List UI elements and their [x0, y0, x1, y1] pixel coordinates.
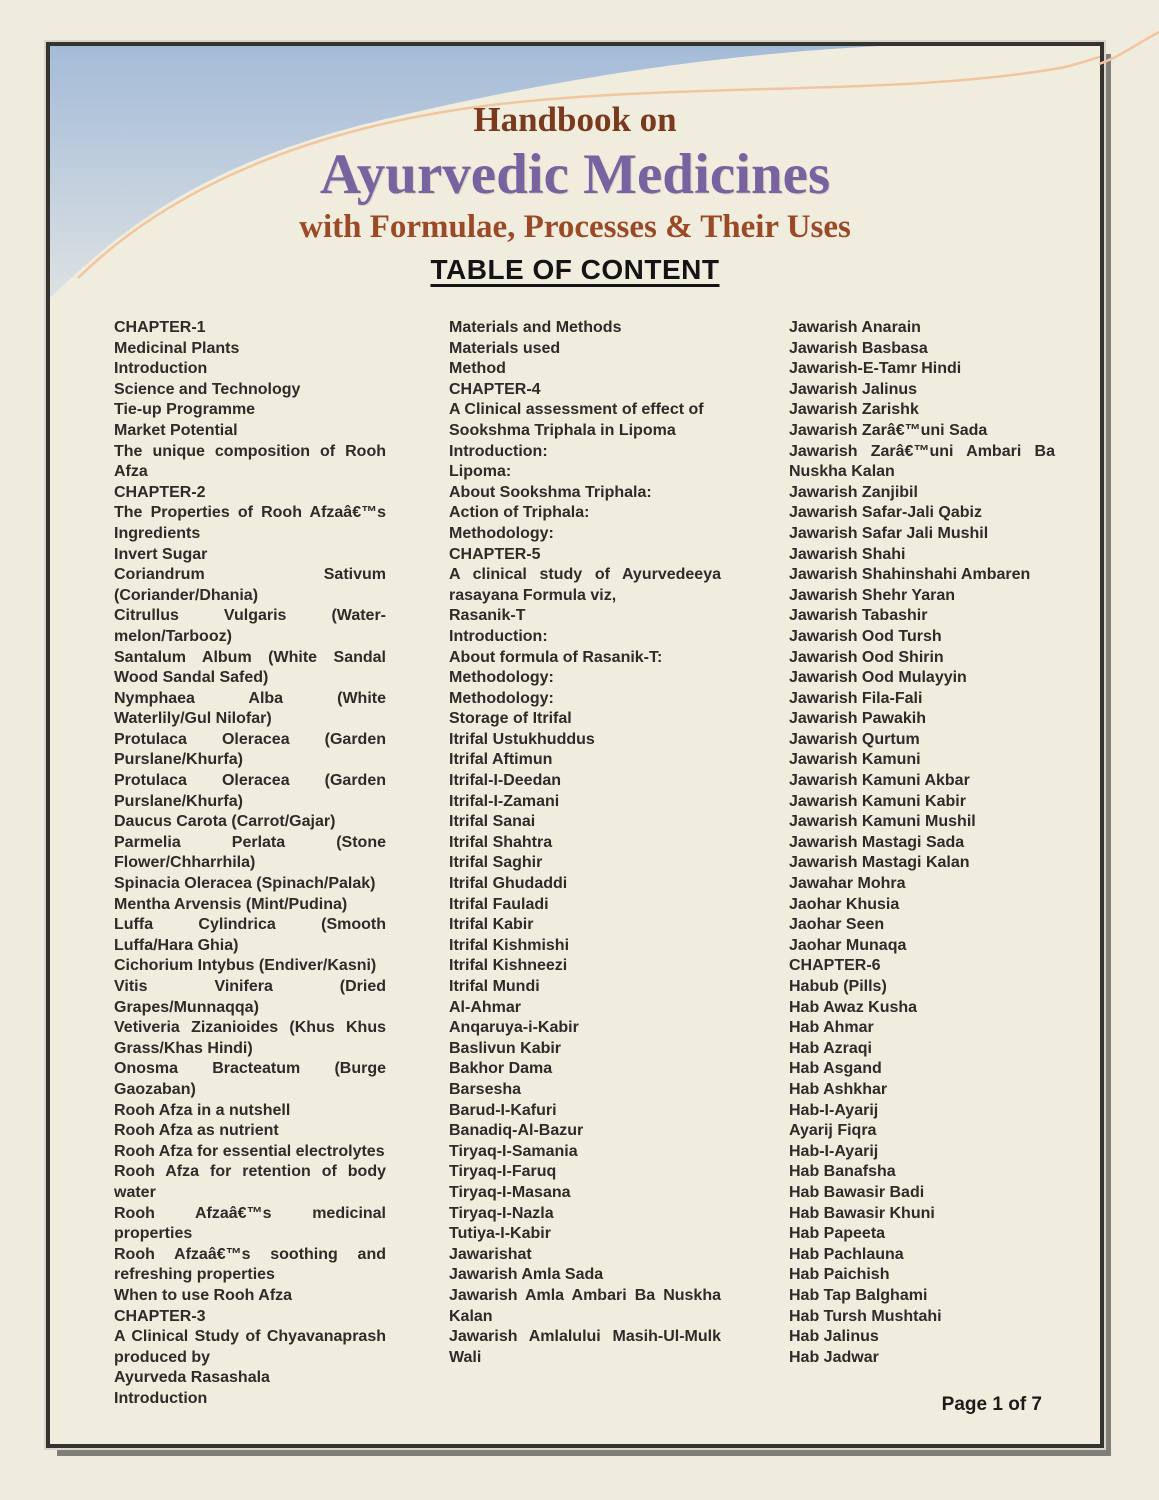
toc-entry: Itrifal Shahtra [449, 833, 553, 851]
toc-entry: Methodology: [449, 524, 554, 542]
toc-entry: Vitis Vinifera (Dried Grapes/Munnaqqa) [114, 978, 386, 1016]
toc-entry: Hab Jalinus [789, 1328, 879, 1346]
toc-entry: Hab Bawasir Khuni [789, 1204, 935, 1222]
toc-entry: Itrifal Ustukhuddus [449, 730, 595, 748]
toc-entry: Nymphaea Alba (White Waterlily/Gul Nilofar) [114, 689, 386, 728]
toc-entry: Habub (Pills) [789, 978, 887, 995]
toc-entry: Protulaca Oleracea (Garden Purslane/Khurfa) [114, 772, 386, 810]
toc-entry: Tutiya-I-Kabir [449, 1225, 551, 1243]
toc-entry: Santalum Album (White Sandal Wood Sandal Safed) [114, 648, 386, 687]
book-title: Ayurvedic Medicines [319, 143, 831, 206]
toc-entry: The Properties of Rooh Afzaâ€™s Ingredients [114, 504, 386, 542]
toc-entry: Hab Ahmar [789, 1019, 874, 1037]
toc-entry: Lipoma: [449, 463, 512, 481]
toc-entry: Jawarish Amlalului Masih-Ul-Mulk Wali [449, 1328, 721, 1366]
toc-entry: Jawarish Mastagi Kalan [789, 854, 970, 872]
toc-entry: CHAPTER-1 [114, 319, 206, 336]
toc-entry: Introduction: [449, 627, 548, 645]
toc-entry: Itrifal-I-Zamani [449, 792, 560, 810]
toc-entry: Jawarish Ood Shirin [789, 648, 944, 666]
toc-entry: Hab Tap Balghami [789, 1286, 928, 1304]
toc-entry: Methodology: [449, 669, 554, 687]
toc-entry: Rooh Afza as nutrient [114, 1122, 279, 1140]
toc-entry: Coriandrum Sativum (Coriander/Dhania) [114, 566, 386, 604]
toc-entry: Hab Azraqi [789, 1039, 872, 1057]
toc-entry: Anqaruya-i-Kabir [449, 1019, 579, 1037]
toc-entry: Itrifal Fauladi [449, 895, 549, 913]
toc-entry: Jawahar Mohra [789, 875, 906, 893]
toc-entry: Materials and Methods [449, 319, 622, 336]
toc-entry: Jawarish Zarishk [789, 401, 919, 419]
toc-entry: Jawarish Shehr Yaran [789, 586, 956, 604]
toc-entry: Introduction [114, 1389, 208, 1407]
toc-entry: Jawarish Fila-Fali [789, 689, 923, 707]
toc-entry: Method [449, 360, 506, 378]
toc-entry: Rooh Afza for retention of body water [114, 1163, 386, 1201]
toc-column-2 [449, 318, 721, 1368]
toc-entry: When to use Rooh Afza [114, 1286, 293, 1304]
toc-entry: Mentha Arvensis (Mint/Pudina) [114, 895, 348, 913]
toc-entry: Hab-I-Ayarij [789, 1142, 879, 1160]
toc-entry: Science and Technology [114, 380, 301, 398]
toc-entry: Jawarish Amla Sada [449, 1266, 604, 1284]
toc-entry: The unique composition of Rooh Afza [114, 442, 386, 481]
toc-entry: Tiryaq-I-Faruq [449, 1163, 557, 1181]
toc-entry: Itrifal-I-Deedan [449, 772, 562, 790]
toc-entry: Ayarij Fiqra [789, 1122, 877, 1140]
toc-heading: TABLE OF CONTENT [430, 254, 720, 285]
toc-entry: Jawarish Kamuni Akbar [789, 772, 970, 790]
toc-entry: Rooh Afzaâ€™s medicinal properties [114, 1204, 386, 1243]
toc-entry: Hab Paichish [789, 1266, 890, 1284]
toc-entry: Jawarish-E-Tamr Hindi [789, 360, 962, 378]
toc-entry: Protulaca Oleracea (Garden Purslane/Khurfa) [114, 730, 386, 769]
toc-entry: Jawarish Kamuni Kabir [789, 792, 966, 810]
toc-column-1 [114, 318, 386, 1409]
toc-entry: Jawarish Pawakih [789, 710, 926, 728]
toc-entry: Jawarish Ood Mulayyin [789, 669, 967, 687]
toc-entry: Jawarish Tabashir [789, 607, 928, 625]
toc-entry: Jawarish Amla Ambari Ba Nuskha Kalan [449, 1286, 721, 1325]
toc-entry: Jawarish Anarain [789, 319, 921, 336]
toc-entry: A Clinical Study of Chyavanaprash produced by [114, 1328, 386, 1366]
toc-entry: Hab Banafsha [789, 1163, 896, 1181]
toc-entry: Jawarish Shahi [789, 545, 906, 563]
toc-entry: Hab Asgand [789, 1060, 882, 1078]
toc-entry: Sookshma Triphala in Lipoma [449, 421, 676, 439]
toc-entry: Itrifal Kishneezi [449, 957, 568, 975]
toc-entry: Jawarish Safar-Jali Qabiz [789, 504, 982, 522]
toc-entry: Jawarish Jalinus [789, 380, 918, 398]
peach-curve-continuation [1099, 26, 1159, 72]
toc-entry: Itrifal Kabir [449, 916, 534, 934]
toc-entry: Rooh Afzaâ€™s soothing and refreshing properties [114, 1245, 386, 1284]
toc-entry: Jaohar Seen [789, 916, 885, 934]
header-titles [50, 46, 1100, 286]
toc-entry: About Sookshma Triphala: [449, 483, 652, 501]
toc-entry: Parmelia Perlata (Stone Flower/Chharrhila) [114, 833, 386, 872]
toc-entry: Jawarish Kamuni Mushil [789, 813, 976, 831]
toc-entry: Action of Triphala: [449, 504, 590, 522]
toc-entry: Methodology: [449, 689, 554, 707]
toc-entry: Itrifal Ghudaddi [449, 875, 568, 893]
toc-entry: Medicinal Plants [114, 339, 240, 357]
toc-entry: CHAPTER-3 [114, 1307, 206, 1325]
toc-entry: Hab-I-Ayarij [789, 1101, 879, 1119]
toc-entry: Introduction [114, 360, 208, 378]
toc-entry: A clinical study of Ayurvedeeya rasayana Formula viz, [449, 566, 721, 604]
page-number: Page 1 of 7 [941, 1394, 1042, 1415]
toc-entry: CHAPTER-4 [449, 380, 541, 398]
toc-entry: Jawarish Zarâ€™uni Sada [789, 421, 988, 439]
toc-column-3 [789, 318, 1055, 1368]
toc-entry: Introduction: [449, 442, 548, 460]
toc-entry: Vetiveria Zizanioides (Khus Khus Grass/Khas Hindi) [114, 1019, 386, 1057]
toc-entry: Hab Ashkhar [789, 1080, 888, 1098]
toc-entry: A Clinical assessment of effect of [449, 401, 704, 419]
toc-entry: CHAPTER-5 [449, 545, 541, 563]
toc-entry: Cichorium Intybus (Endiver/Kasni) [114, 957, 377, 975]
toc-entry: Itrifal Aftimun [449, 751, 553, 769]
toc-entry: Materials used [449, 339, 561, 357]
toc-entry: Rasanik-T [449, 607, 526, 625]
toc-entry: About formula of Rasanik-T: [449, 648, 663, 666]
toc-entry: Baslivun Kabir [449, 1039, 562, 1057]
toc-entry: Barsesha [449, 1080, 522, 1098]
toc-entry: Jawarishat [449, 1245, 532, 1263]
toc-entry: Luffa Cylindrica (Smooth Luffa/Hara Ghia) [114, 916, 386, 954]
toc-entry: Jawarish Zanjibil [789, 483, 918, 501]
toc-entry: Hab Bawasir Badi [789, 1183, 925, 1201]
toc-entry: Barud-I-Kafuri [449, 1101, 557, 1119]
toc-entry: Jaohar Khusia [789, 895, 900, 913]
toc-entry: Market Potential [114, 421, 238, 439]
toc-entry: Tiryaq-I-Nazla [449, 1204, 554, 1222]
toc-entry: Itrifal Kishmishi [449, 936, 570, 954]
toc-entry: Hab Awaz Kusha [789, 998, 918, 1016]
toc-entry: Invert Sugar [114, 545, 208, 563]
toc-entry: Bakhor Dama [449, 1060, 553, 1078]
toc-entry: Jawarish Shahinshahi Ambaren [789, 566, 1031, 584]
toc-entry: Jawarish Basbasa [789, 339, 928, 357]
toc-entry: Jawarish Qurtum [789, 730, 920, 748]
toc-entry: Ayurveda Rasashala [114, 1369, 270, 1387]
toc-entry: Rooh Afza for essential electrolytes [114, 1142, 385, 1160]
toc-entry: Tiryaq-I-Samania [449, 1142, 578, 1160]
toc-entry: CHAPTER-6 [789, 957, 881, 975]
toc-entry: Onosma Bracteatum (Burge Gaozaban) [114, 1060, 386, 1098]
toc-entry: Hab Tursh Mushtahi [789, 1307, 942, 1325]
toc-entry: Daucus Carota (Carrot/Gajar) [114, 813, 336, 831]
toc-entry: Itrifal Saghir [449, 854, 543, 872]
toc-entry: CHAPTER-2 [114, 483, 206, 501]
toc-entry: Banadiq-Al-Bazur [449, 1122, 584, 1140]
toc-entry: Itrifal Mundi [449, 978, 540, 995]
toc-entry: Hab Pachlauna [789, 1245, 904, 1263]
toc-entry: Spinacia Oleracea (Spinach/Palak) [114, 875, 376, 893]
toc-entry: Jaohar Munaqa [789, 936, 907, 954]
toc-entry: Jawarish Ood Tursh [789, 627, 942, 645]
toc-entry: Tie-up Programme [114, 401, 256, 419]
toc-entry: Jawarish Kamuni [789, 751, 921, 769]
page-frame [46, 42, 1104, 1448]
book-subtitle: with Formulae, Processes & Their Uses [299, 209, 851, 245]
toc-entry: Hab Papeeta [789, 1225, 886, 1243]
toc-entry: Itrifal Sanai [449, 813, 536, 831]
toc-entry: Tiryaq-I-Masana [449, 1183, 571, 1201]
book-title-prefix: Handbook on [473, 100, 677, 139]
toc-entry: Rooh Afza in a nutshell [114, 1101, 291, 1119]
toc-entry: Citrullus Vulgaris (Water-melon/Tarbooz) [114, 607, 386, 645]
toc-entry: Hab Jadwar [789, 1348, 879, 1366]
toc-entry: Jawarish Zarâ€™uni Ambari Ba Nuskha Kalan [789, 442, 1055, 481]
toc-entry: Al-Ahmar [449, 998, 522, 1016]
toc-entry: Jawarish Mastagi Sada [789, 833, 965, 851]
toc-entry: Storage of Itrifal [449, 710, 572, 728]
toc-entry: Jawarish Safar Jali Mushil [789, 524, 989, 542]
